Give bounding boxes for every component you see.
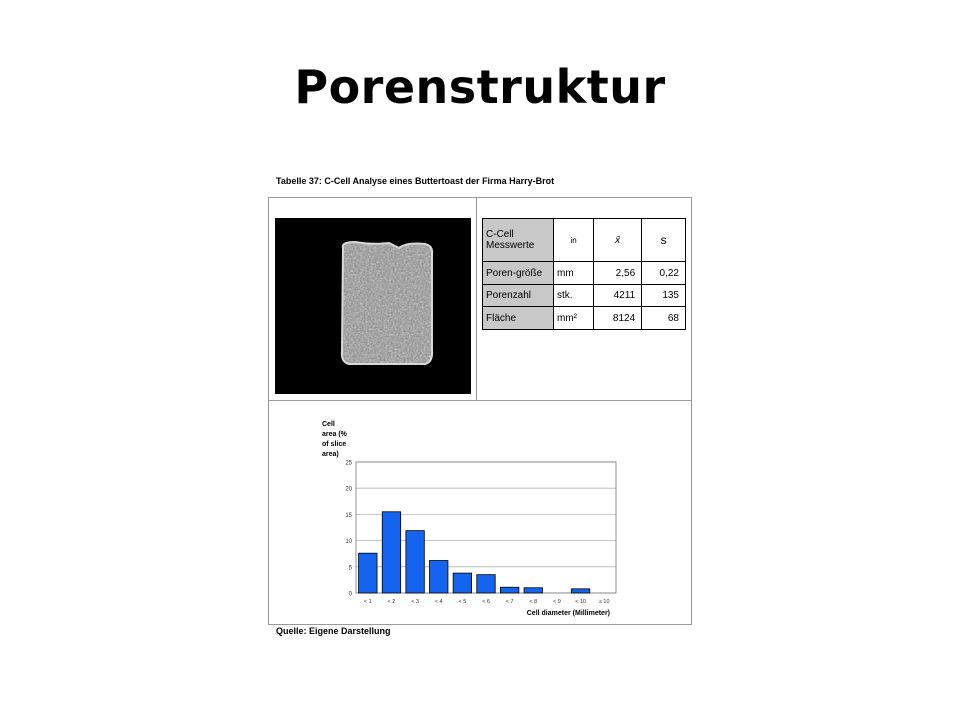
bread-slice-image: [275, 218, 471, 394]
x-tick-label: < 8: [529, 599, 538, 605]
table-row: [483, 284, 686, 307]
row-label-cell: Poren-größe: [483, 262, 554, 285]
row-unit-cell: mm: [554, 262, 594, 285]
row-sd-cell: 68: [642, 307, 686, 330]
bar: [406, 531, 424, 593]
y-axis-label: [322, 421, 348, 458]
x-tick-label: < 9: [553, 599, 561, 605]
bar: [571, 589, 589, 593]
row-mean-cell: 4211: [594, 284, 642, 307]
x-tick-label: < 5: [458, 599, 467, 605]
bar: [430, 561, 448, 593]
x-tick-label: < 7: [505, 599, 514, 605]
row-label-cell: Porenzahl: [483, 284, 554, 307]
slide-title: Porenstruktur: [294, 60, 666, 114]
y-tick-label: 20: [345, 486, 352, 493]
y-tick-label: 5: [348, 565, 352, 572]
row-sd-cell: 0,22: [642, 262, 686, 285]
header-sd-cell: s: [642, 219, 686, 262]
row-mean-cell: 8124: [594, 307, 642, 330]
y-tick-label: 25: [345, 460, 352, 467]
cell-diameter-histogram: [300, 415, 630, 620]
header-unit-cell: in: [554, 219, 594, 262]
y-axis-label-line: area (%: [322, 431, 347, 438]
x-tick-label: < 3: [411, 599, 419, 605]
bar: [359, 553, 377, 593]
x-tick-label: < 4: [434, 599, 443, 605]
row-mean-cell: 2,56: [594, 262, 642, 285]
y-axis-label-line: of slice: [322, 441, 347, 448]
row-sd-cell: 135: [642, 284, 686, 307]
y-axis-label-line: Cell: [322, 421, 335, 428]
y-tick-label: 15: [345, 512, 352, 519]
row-label-cell: Fläche: [483, 307, 554, 330]
x-tick-label: ≥ 10: [598, 599, 610, 605]
bar: [477, 575, 495, 593]
bar: [453, 573, 471, 593]
c-cell-stats-table: [482, 218, 686, 330]
table-row: [483, 307, 686, 330]
y-tick-label: 10: [345, 539, 352, 546]
chart-bars: [359, 512, 590, 593]
header-mean-cell: x̄: [594, 219, 642, 262]
bar: [382, 512, 400, 593]
table-row: [483, 262, 686, 285]
bar: [500, 587, 518, 593]
x-axis-label: Cell diameter (Millimeter): [526, 610, 610, 617]
header-label-cell: C-Cell Messwerte: [483, 219, 554, 262]
row-unit-cell: mm²: [554, 307, 594, 330]
y-axis-label-line: area): [322, 451, 339, 458]
y-tick-label: 0: [348, 591, 352, 598]
x-tick-label: < 1: [363, 599, 372, 605]
x-tick-label: < 10: [575, 599, 586, 605]
x-tick-labels: [364, 599, 610, 605]
bar: [524, 588, 542, 593]
x-tick-label: < 2: [387, 599, 396, 605]
y-tick-labels: [345, 461, 352, 598]
table-header-row: [483, 219, 686, 262]
x-tick-label: < 6: [482, 599, 490, 605]
frame-divider-horizontal: [268, 400, 692, 401]
source-note: Quelle: Eigene Darstellung: [276, 626, 391, 636]
frame-divider-vertical: [476, 197, 477, 401]
row-unit-cell: stk.: [554, 284, 594, 307]
bread-slice-photo: [275, 218, 471, 394]
table-caption: Tabelle 37: C-Cell Analyse eines Buttertoast der Firma Harry-Brot: [276, 176, 555, 186]
